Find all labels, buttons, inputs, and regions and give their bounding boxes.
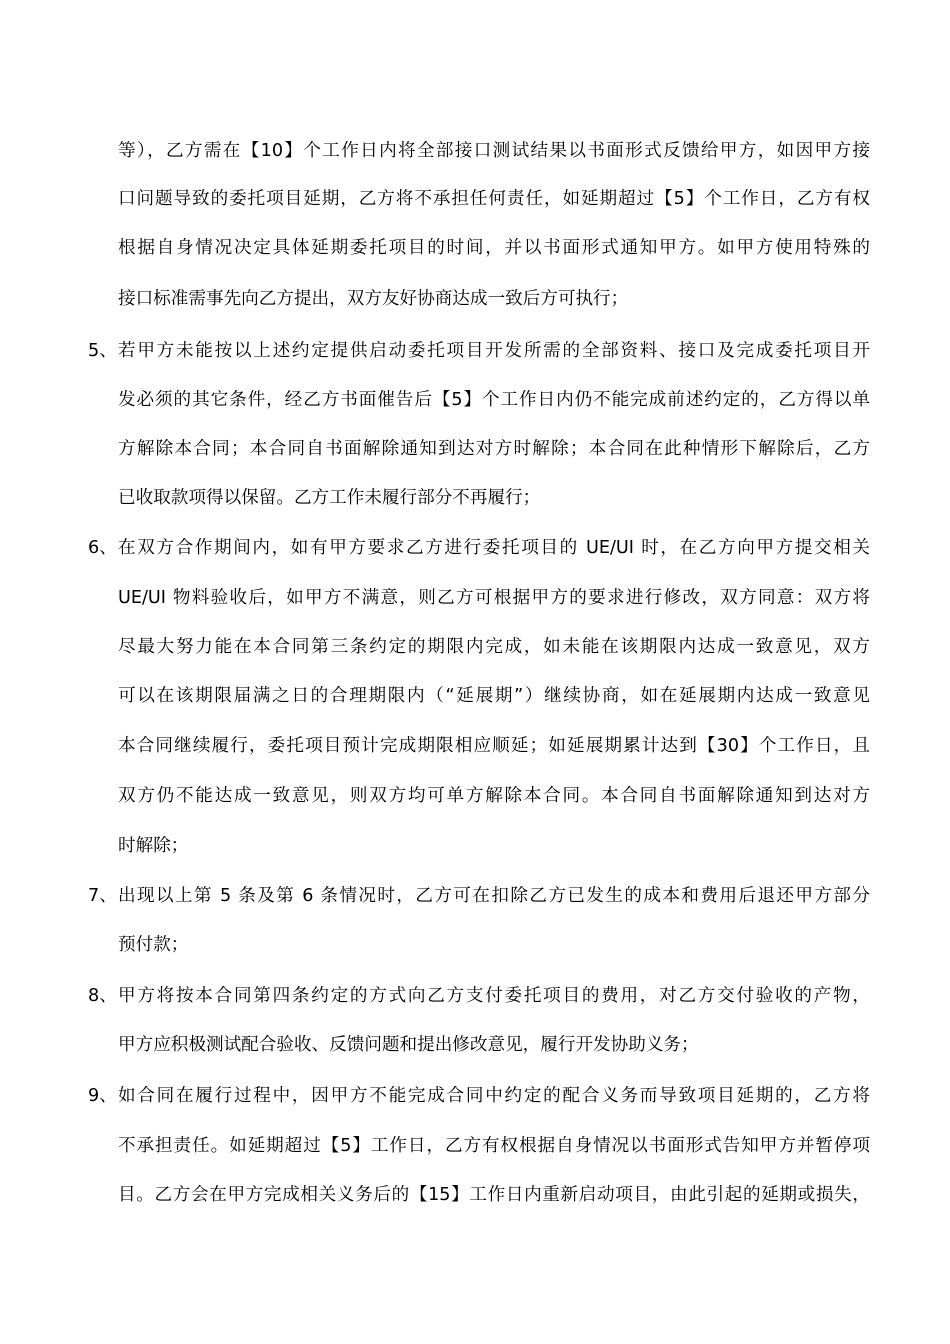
paragraph-line: 目。乙方会在甲方完成相关义务后的【15】工作日内重新启动项目，由此引起的延期或损失， bbox=[118, 1185, 870, 1205]
paragraph-line: 如合同在履行过程中，因甲方不能完成合同中约定的配合义务而导致项目延期的，乙方将 bbox=[118, 1086, 870, 1106]
paragraph-line: 方解除本合同；本合同自书面解除通知到达对方时解除；本合同在此种情形下解除后，乙方 bbox=[118, 439, 870, 459]
paragraph-line: 已收取款项得以保留。乙方工作未履行部分不再履行； bbox=[118, 488, 541, 508]
paragraph-line: 发必须的其它条件，经乙方书面催告后【5】个工作日内仍不能完成前述约定的，乙方得以单 bbox=[118, 390, 870, 410]
paragraph-line: 本合同继续履行，委托项目预计完成期限相应顺延；如延展期累计达到【30】个工作日，且 bbox=[118, 736, 870, 756]
item-number: 7、 bbox=[88, 886, 117, 906]
item-number: 9、 bbox=[88, 1086, 117, 1106]
paragraph-line: 出现以上第 5 条及第 6 条情况时，乙方可在扣除乙方已发生的成本和费用后退还甲方部分 bbox=[118, 886, 870, 906]
paragraph-line: 不承担责任。如延期超过【5】工作日，乙方有权根据自身情况以书面形式告知甲方并暂停项 bbox=[118, 1136, 870, 1156]
paragraph-line: 时解除； bbox=[118, 836, 189, 856]
paragraph-line: 等），乙方需在【10】个工作日内将全部接口测试结果以书面形式反馈给甲方，如因甲方接 bbox=[118, 141, 870, 161]
item-number: 5、 bbox=[88, 341, 117, 361]
item-number: 8、 bbox=[88, 986, 117, 1006]
paragraph-line: UE/UI 物料验收后，如甲方不满意，则乙方可根据甲方的要求进行修改，双方同意：双方将 bbox=[118, 588, 870, 608]
paragraph-line: 口问题导致的委托项目延期，乙方将不承担任何责任，如延期超过【5】个工作日，乙方有权 bbox=[118, 189, 870, 209]
paragraph-line: 可以在该期限届满之日的合理期限内（“延展期”）继续协商，如在延展期内达成一致意见 bbox=[118, 686, 870, 706]
paragraph-line: 预付款； bbox=[118, 935, 189, 955]
item-number: 6、 bbox=[88, 538, 117, 558]
paragraph-line: 双方仍不能达成一致意见，则双方均可单方解除本合同。本合同自书面解除通知到达对方 bbox=[118, 786, 870, 806]
paragraph-line: 接口标准需事先向乙方提出，双方友好协商达成一致后方可执行； bbox=[118, 289, 629, 309]
paragraph-line: 若甲方未能按以上述约定提供启动委托项目开发所需的全部资料、接口及完成委托项目开 bbox=[118, 341, 870, 361]
paragraph-line: 甲方将按本合同第四条约定的方式向乙方支付委托项目的费用，对乙方交付验收的产物， bbox=[118, 986, 870, 1006]
paragraph-line: 根据自身情况决定具体延期委托项目的时间，并以书面形式通知甲方。如甲方使用特殊的 bbox=[118, 238, 870, 258]
paragraph-line: 尽最大努力能在本合同第三条约定的期限内完成，如未能在该期限内达成一致意见，双方 bbox=[118, 637, 870, 657]
paragraph-line: 在双方合作期间内，如有甲方要求乙方进行委托项目的 UE/UI 时，在乙方向甲方提交相关 bbox=[118, 538, 870, 558]
paragraph-line: 甲方应积极测试配合验收、反馈问题和提出修改意见，履行开发协助义务； bbox=[118, 1035, 699, 1055]
